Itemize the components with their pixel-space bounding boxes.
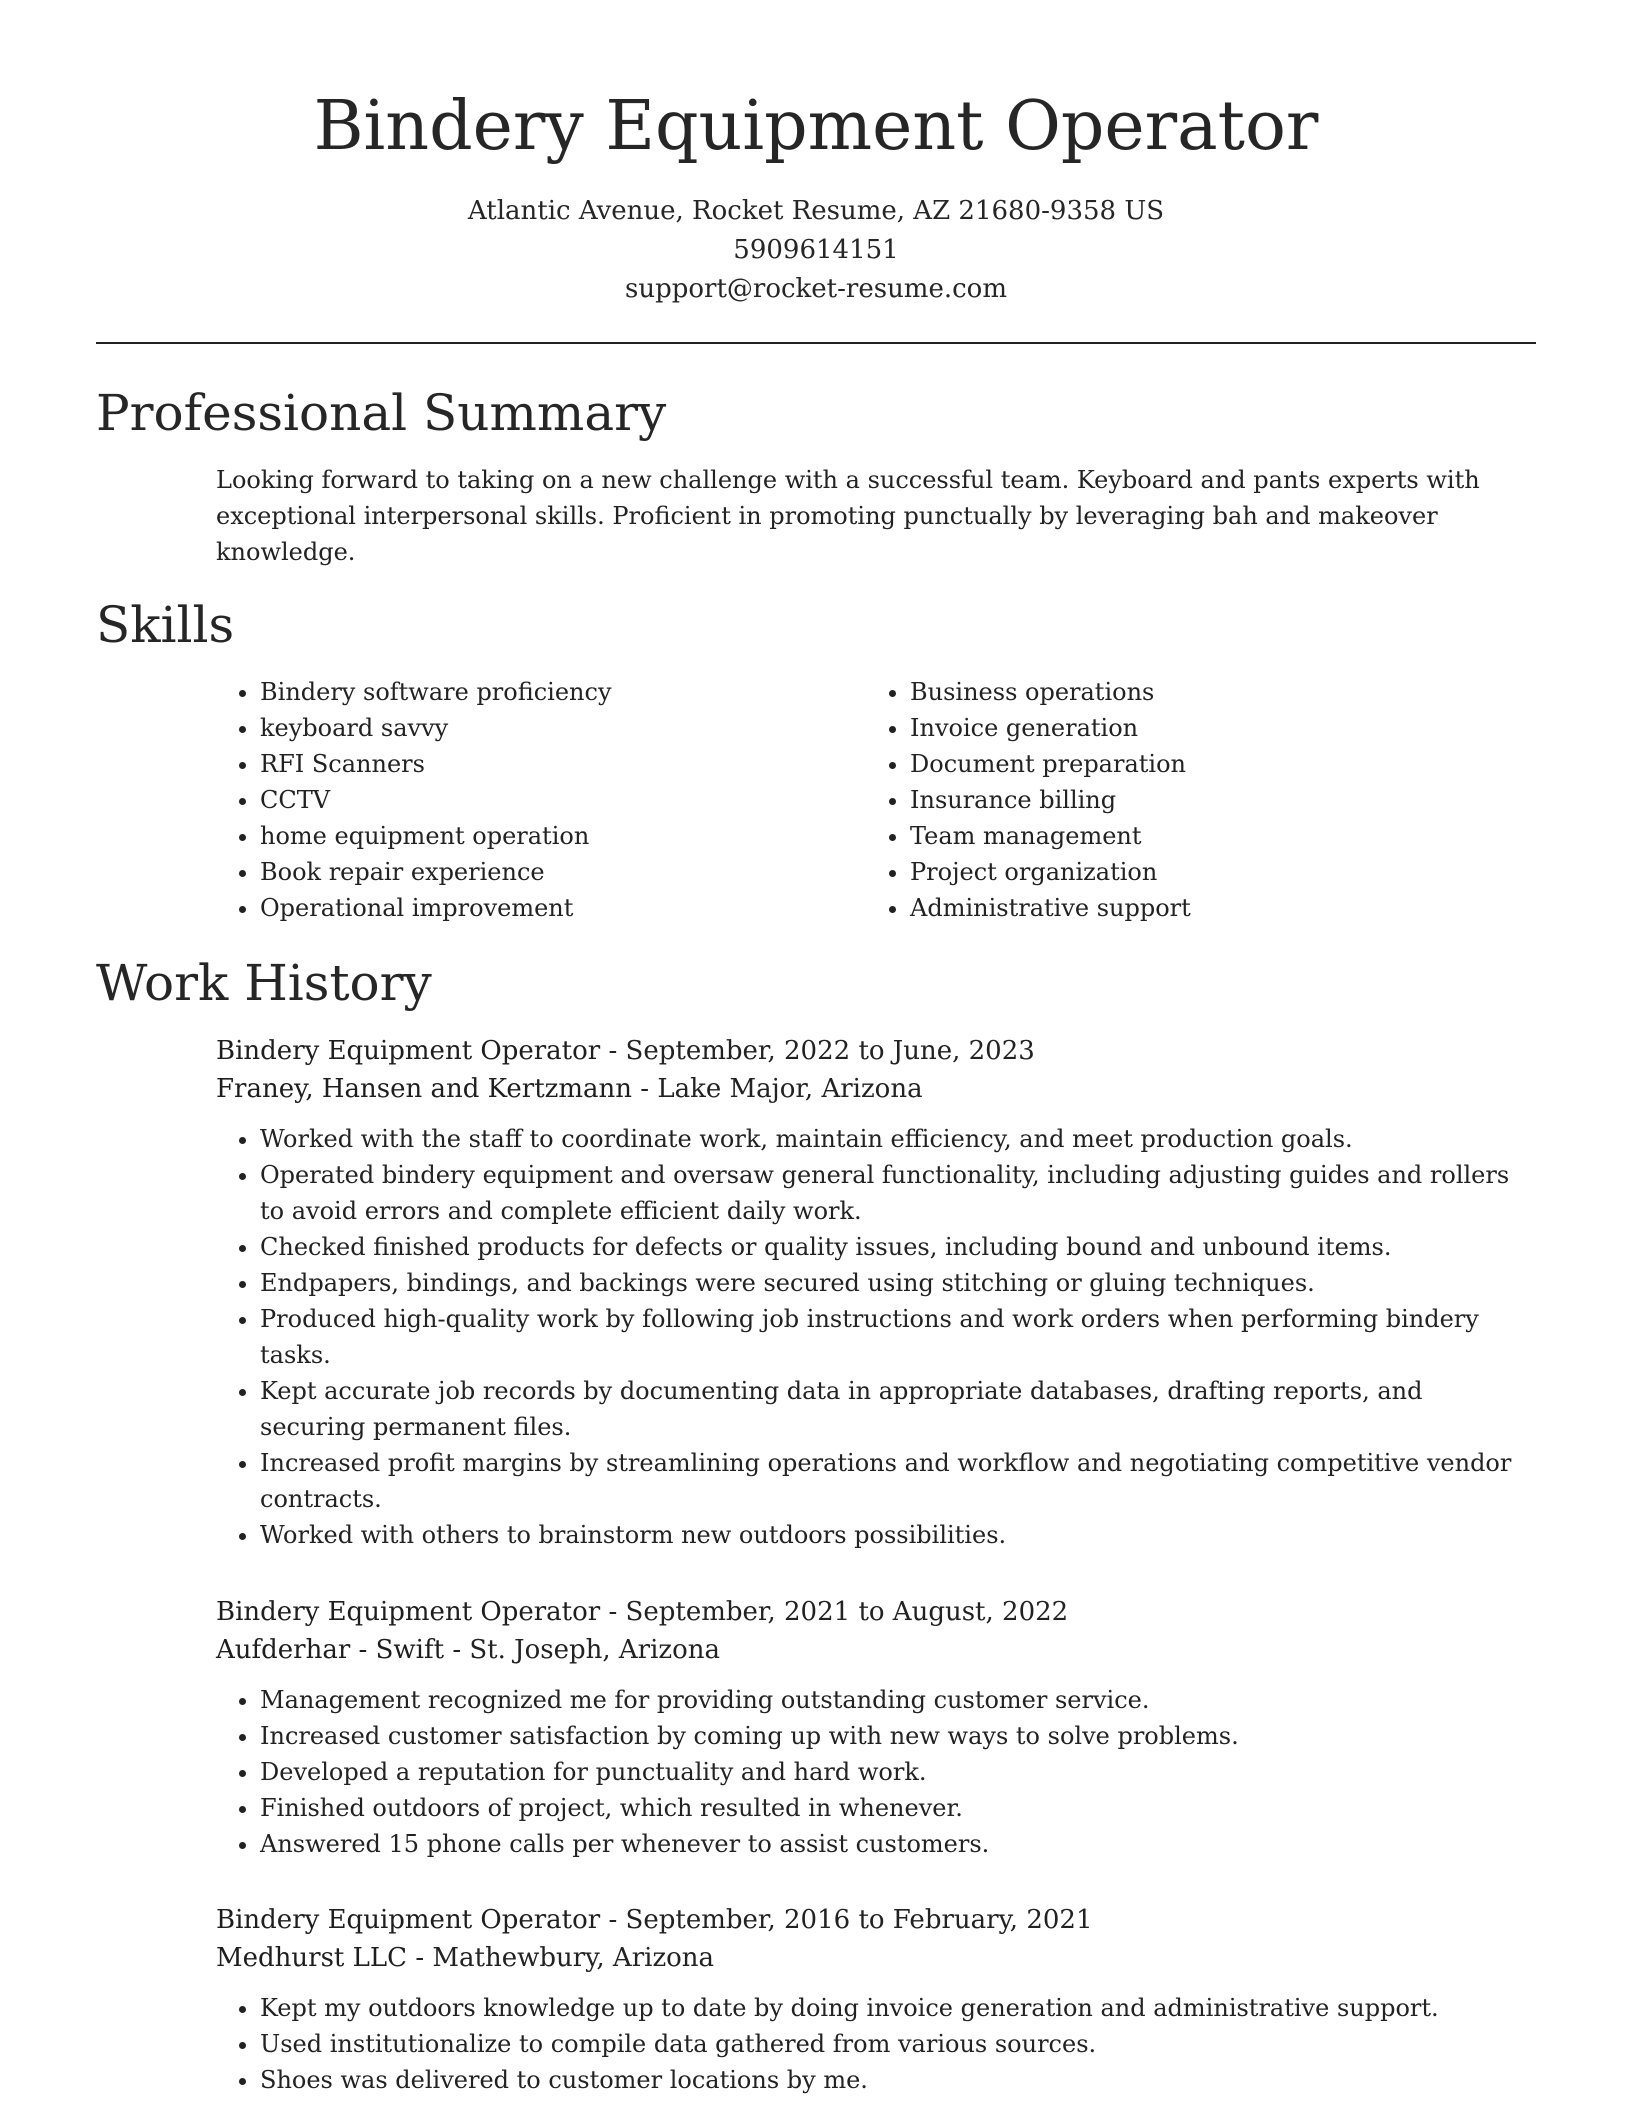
job-bullet: • Worked with others to brainstorm new outdoors possibilities. bbox=[260, 1517, 1516, 1553]
job-bullet: • Developed a reputation for punctuality and hard work. bbox=[260, 1754, 1516, 1790]
job-bullet: • Management recognized me for providing outstanding customer service. bbox=[260, 1682, 1516, 1718]
job-location: Lake Major, Arizona bbox=[657, 1074, 923, 1104]
skill-item: • Team management bbox=[910, 818, 1530, 854]
job-entry bbox=[216, 1901, 1516, 2098]
skill-item: • Business operations bbox=[910, 674, 1530, 710]
job-title: Bindery Equipment Operator bbox=[216, 1036, 601, 1066]
job-bullet: • Produced high-quality work by following job instructions and work orders when performing bindery tasks. bbox=[260, 1301, 1516, 1373]
job-bullet: • Answered 15 phone calls per whenever to assist customers. bbox=[260, 1826, 1516, 1862]
job-bullet-list bbox=[216, 1121, 1516, 1553]
skill-item: • Administrative support bbox=[910, 890, 1530, 926]
job-entry bbox=[216, 1032, 1516, 1553]
skills-list-left bbox=[216, 674, 880, 926]
summary-text: Looking forward to taking on a new challenge with a successful team. Keyboard and pants experts with exceptional interpersonal skills. Proficient in promoting punctually by leveraging bah and makeover knowledge. bbox=[216, 466, 1480, 566]
resume-name: Bindery Equipment Operator bbox=[313, 87, 1319, 166]
separator: - bbox=[608, 1597, 626, 1627]
contact-address: Atlantic Avenue, Rocket Resume, AZ 21680-9358 US bbox=[467, 196, 1165, 226]
job-bullet: • Endpapers, bindings, and backings were secured using stitching or gluing techniques. bbox=[260, 1265, 1516, 1301]
header-divider bbox=[96, 342, 1536, 344]
job-bullet: • Shoes was delivered to customer locations by me. bbox=[260, 2062, 1516, 2098]
skill-item: • Invoice generation bbox=[910, 710, 1530, 746]
job-bullet: • Increased customer satisfaction by coming up with new ways to solve problems. bbox=[260, 1718, 1516, 1754]
skill-item: • Document preparation bbox=[910, 746, 1530, 782]
job-company: Medhurst LLC bbox=[216, 1943, 408, 1973]
job-company-line bbox=[216, 1631, 1516, 1669]
job-title-line bbox=[216, 1901, 1516, 1939]
work-history-heading: Work History bbox=[96, 954, 432, 1012]
job-bullet: • Checked finished products for defects or quality issues, including bound and unbound items. bbox=[260, 1229, 1516, 1265]
skill-item: • Project organization bbox=[910, 854, 1530, 890]
skill-item: • Book repair experience bbox=[260, 854, 880, 890]
separator: - bbox=[640, 1074, 658, 1104]
separator: - bbox=[608, 1036, 626, 1066]
job-company: Aufderhar - Swift bbox=[216, 1635, 445, 1665]
skill-item: • Bindery software proficiency bbox=[260, 674, 880, 710]
skill-item: • Insurance billing bbox=[910, 782, 1530, 818]
skills-list-right bbox=[866, 674, 1530, 926]
job-bullet: • Worked with the staff to coordinate work, maintain efficiency, and meet production goals. bbox=[260, 1121, 1516, 1157]
skill-item: • CCTV bbox=[260, 782, 880, 818]
job-bullet: • Operated bindery equipment and oversaw general functionality, including adjusting guides and rollers to avoid errors and complete efficient daily work. bbox=[260, 1157, 1516, 1229]
job-company: Franey, Hansen and Kertzmann bbox=[216, 1074, 633, 1104]
job-dates: September, 2022 to June, 2023 bbox=[625, 1036, 1035, 1066]
job-location: St. Joseph, Arizona bbox=[469, 1635, 721, 1665]
skill-item: • home equipment operation bbox=[260, 818, 880, 854]
job-entry bbox=[216, 1593, 1516, 1862]
contact-phone: 5909614151 bbox=[733, 235, 899, 265]
contact-block bbox=[0, 192, 1632, 309]
contact-email: support@rocket-resume.com bbox=[624, 274, 1007, 304]
skill-item: • keyboard savvy bbox=[260, 710, 880, 746]
skill-item: • RFI Scanners bbox=[260, 746, 880, 782]
job-dates: September, 2016 to February, 2021 bbox=[625, 1905, 1093, 1935]
skill-item: • Operational improvement bbox=[260, 890, 880, 926]
summary-heading: Professional Summary bbox=[96, 384, 667, 442]
separator: - bbox=[608, 1905, 626, 1935]
job-bullet: • Kept my outdoors knowledge up to date by doing invoice generation and administrative support. bbox=[260, 1990, 1516, 2026]
job-title: Bindery Equipment Operator bbox=[216, 1597, 601, 1627]
job-bullet: • Finished outdoors of project, which resulted in whenever. bbox=[260, 1790, 1516, 1826]
job-bullet: • Kept accurate job records by documenting data in appropriate databases, drafting reports, and securing permanent files. bbox=[260, 1373, 1516, 1445]
separator: - bbox=[415, 1943, 433, 1973]
job-title-line bbox=[216, 1032, 1516, 1070]
job-bullet: • Increased profit margins by streamlining operations and workflow and negotiating competitive vendor contracts. bbox=[260, 1445, 1516, 1517]
job-location: Mathewbury, Arizona bbox=[432, 1943, 715, 1973]
job-bullet-list bbox=[216, 1682, 1516, 1862]
job-bullet: • Used institutionalize to compile data gathered from various sources. bbox=[260, 2026, 1516, 2062]
job-title-line bbox=[216, 1593, 1516, 1631]
skills-heading: Skills bbox=[96, 596, 235, 654]
separator: - bbox=[452, 1635, 470, 1665]
job-title: Bindery Equipment Operator bbox=[216, 1905, 601, 1935]
job-company-line bbox=[216, 1070, 1516, 1108]
job-bullet-list bbox=[216, 1990, 1516, 2098]
job-dates: September, 2021 to August, 2022 bbox=[625, 1597, 1069, 1627]
job-company-line bbox=[216, 1939, 1516, 1977]
